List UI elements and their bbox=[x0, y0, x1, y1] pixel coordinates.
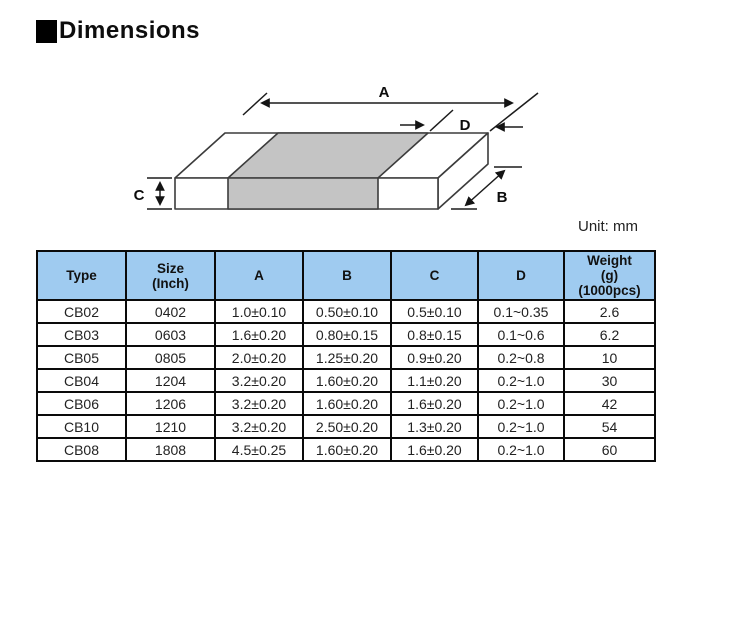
cell-c: 1.1±0.20 bbox=[391, 369, 478, 392]
cell-size: 0805 bbox=[126, 346, 215, 369]
table-row bbox=[37, 369, 655, 392]
cell-d: 0.2~1.0 bbox=[478, 438, 564, 461]
dimensions-table bbox=[36, 250, 656, 462]
table-row bbox=[37, 323, 655, 346]
cell-c: 1.6±0.20 bbox=[391, 438, 478, 461]
cell-size: 1206 bbox=[126, 392, 215, 415]
cell-c: 0.8±0.15 bbox=[391, 323, 478, 346]
cell-d: 0.2~0.8 bbox=[478, 346, 564, 369]
cell-a: 4.5±0.25 bbox=[215, 438, 303, 461]
cell-size: 1808 bbox=[126, 438, 215, 461]
dim-a-ext-line-left bbox=[243, 93, 267, 115]
cell-type: CB02 bbox=[37, 300, 126, 323]
cell-size: 1210 bbox=[126, 415, 215, 438]
page-title bbox=[36, 17, 200, 45]
chip-dimension-diagram bbox=[120, 75, 560, 235]
cell-b: 1.25±0.20 bbox=[303, 346, 391, 369]
cell-d: 0.1~0.35 bbox=[478, 300, 564, 323]
cell-weight: 6.2 bbox=[564, 323, 655, 346]
cell-a: 2.0±0.20 bbox=[215, 346, 303, 369]
cell-d: 0.2~1.0 bbox=[478, 392, 564, 415]
table-row bbox=[37, 300, 655, 323]
cell-b: 1.60±0.20 bbox=[303, 438, 391, 461]
cell-b: 2.50±0.20 bbox=[303, 415, 391, 438]
cell-b: 0.50±0.10 bbox=[303, 300, 391, 323]
table-row bbox=[37, 346, 655, 369]
cell-c: 0.5±0.10 bbox=[391, 300, 478, 323]
unit-label: Unit: mm bbox=[578, 218, 638, 235]
cell-type: CB05 bbox=[37, 346, 126, 369]
cell-size: 0402 bbox=[126, 300, 215, 323]
header-cell-type: Type bbox=[37, 251, 126, 300]
cell-size: 0603 bbox=[126, 323, 215, 346]
dim-a-ext-line-right bbox=[490, 93, 538, 131]
cell-size: 1204 bbox=[126, 369, 215, 392]
cell-a: 1.0±0.10 bbox=[215, 300, 303, 323]
dim-label-b: B bbox=[496, 189, 508, 206]
page-title-text: Dimensions bbox=[59, 17, 201, 44]
cell-a: 3.2±0.20 bbox=[215, 392, 303, 415]
cell-weight: 60 bbox=[564, 438, 655, 461]
table-row bbox=[37, 415, 655, 438]
cell-a: 3.2±0.20 bbox=[215, 369, 303, 392]
cell-d: 0.1~0.6 bbox=[478, 323, 564, 346]
cell-c: 1.6±0.20 bbox=[391, 392, 478, 415]
table-row bbox=[37, 392, 655, 415]
cell-weight: 54 bbox=[564, 415, 655, 438]
cell-b: 1.60±0.20 bbox=[303, 392, 391, 415]
cell-weight: 30 bbox=[564, 369, 655, 392]
header-cell-weight: Weight (g) (1000pcs) bbox=[564, 251, 655, 300]
cell-type: CB06 bbox=[37, 392, 126, 415]
dim-label-d: D bbox=[459, 117, 471, 134]
table-row bbox=[37, 438, 655, 461]
cell-weight: 2.6 bbox=[564, 300, 655, 323]
table-header-row bbox=[37, 251, 655, 300]
cell-a: 3.2±0.20 bbox=[215, 415, 303, 438]
dim-label-c: C bbox=[133, 187, 145, 204]
header-cell-d: D bbox=[478, 251, 564, 300]
cell-c: 1.3±0.20 bbox=[391, 415, 478, 438]
header-cell-c: C bbox=[391, 251, 478, 300]
cell-weight: 42 bbox=[564, 392, 655, 415]
cell-weight: 10 bbox=[564, 346, 655, 369]
cell-type: CB08 bbox=[37, 438, 126, 461]
cell-b: 0.80±0.15 bbox=[303, 323, 391, 346]
header-cell-b: B bbox=[303, 251, 391, 300]
cell-b: 1.60±0.20 bbox=[303, 369, 391, 392]
chip-body-front-face bbox=[228, 178, 378, 209]
dim-label-a: A bbox=[378, 84, 390, 101]
cell-type: CB04 bbox=[37, 369, 126, 392]
header-cell-a: A bbox=[215, 251, 303, 300]
cell-d: 0.2~1.0 bbox=[478, 369, 564, 392]
cell-d: 0.2~1.0 bbox=[478, 415, 564, 438]
cell-a: 1.6±0.20 bbox=[215, 323, 303, 346]
cell-c: 0.9±0.20 bbox=[391, 346, 478, 369]
cell-type: CB03 bbox=[37, 323, 126, 346]
cell-type: CB10 bbox=[37, 415, 126, 438]
title-square-bullet-icon bbox=[36, 20, 57, 43]
dim-d-ext-line bbox=[430, 110, 453, 131]
header-cell-size: Size (Inch) bbox=[126, 251, 215, 300]
